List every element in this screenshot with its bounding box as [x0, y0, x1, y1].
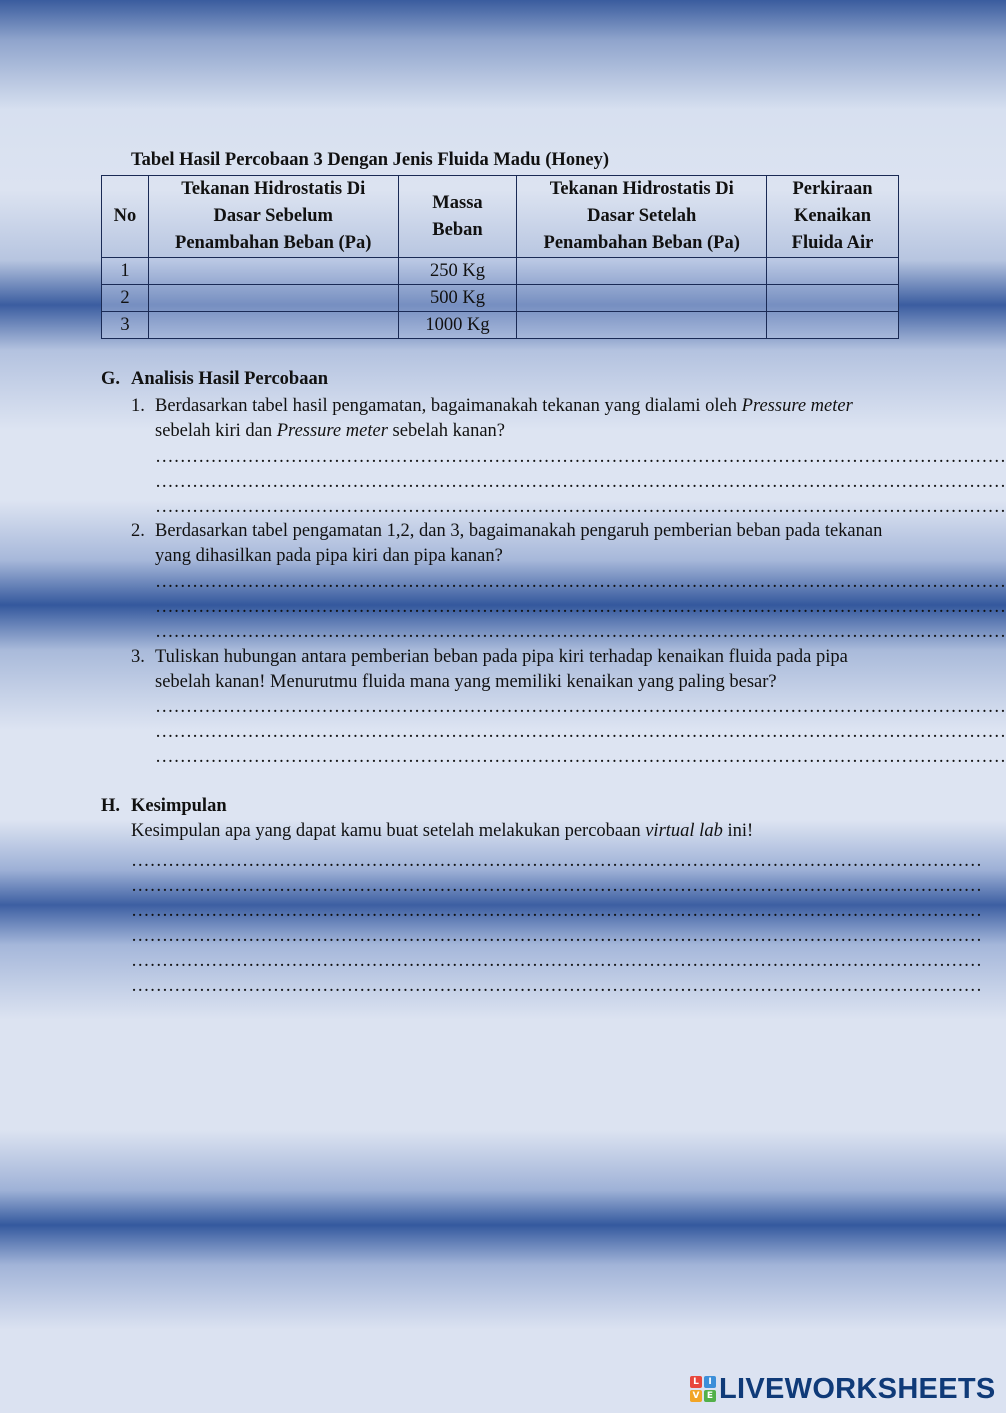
conclusion-prompt: Kesimpulan apa yang dapat kamu buat setelah melakukan percobaan virtual lab ini! — [131, 821, 754, 841]
answer-line[interactable]: ………………………………………………………………………………………………………………………… — [155, 472, 1006, 492]
answer-line[interactable]: ………………………………………………………………………………………………………………………… — [155, 597, 1006, 617]
conclusion-heading — [101, 796, 401, 821]
header-pressure-after: Tekanan Hidrostatis Di Dasar Setelah Penambahan Beban (Pa) — [517, 176, 767, 258]
question-text: Tuliskan hubungan antara pemberian beban pada pipa kiri terhadap kenaikan fluida pada pipa sebelah kanan! Menurutmu fluida mana yang memiliki kenaikan yang paling besar? — [155, 647, 848, 692]
conclusion-letter: H. — [101, 796, 121, 816]
question-2 — [131, 519, 901, 569]
cell-pressure-before-input[interactable] — [148, 258, 398, 285]
brand-name: LIVEWORKSHEETS — [719, 1372, 996, 1405]
liveworksheets-grid-icon — [690, 1376, 716, 1402]
conclusion-line[interactable]: ………………………………………………………………………………………………………………………… — [131, 951, 982, 971]
conclusion-line[interactable]: ………………………………………………………………………………………………………………………… — [131, 851, 982, 871]
logo-letter: V — [690, 1390, 702, 1402]
answer-line[interactable]: ………………………………………………………………………………………………………………………… — [155, 697, 1006, 717]
conclusion-line[interactable]: ………………………………………………………………………………………………………………………… — [131, 876, 982, 896]
answer-line[interactable]: ………………………………………………………………………………………………………………………… — [155, 722, 1006, 742]
conclusion-line[interactable]: ………………………………………………………………………………………………………………………… — [131, 901, 982, 921]
conclusion-line[interactable]: ………………………………………………………………………………………………………………………… — [131, 976, 982, 996]
table-header-row — [102, 176, 899, 258]
conclusion-line[interactable]: ………………………………………………………………………………………………………………………… — [131, 926, 982, 946]
answer-line[interactable]: ………………………………………………………………………………………………………………………… — [155, 497, 1006, 517]
cell-pressure-before-input[interactable] — [148, 285, 398, 312]
analysis-title: Analisis Hasil Percobaan — [131, 369, 329, 389]
cell-mass: 250 Kg — [398, 258, 517, 285]
answer-line[interactable]: ………………………………………………………………………………………………………………………… — [155, 447, 1006, 467]
analysis-heading — [101, 369, 501, 394]
header-fluid-rise: Perkiraan Kenaikan Fluida Air — [767, 176, 899, 258]
header-pressure-before: Tekanan Hidrostatis Di Dasar Sebelum Penambahan Beban (Pa) — [148, 176, 398, 258]
table-row — [102, 258, 899, 285]
question-1 — [131, 394, 901, 444]
logo-letter: I — [704, 1376, 716, 1388]
question-number: 2. — [131, 521, 145, 541]
answer-line[interactable]: ………………………………………………………………………………………………………………………… — [155, 747, 1006, 767]
cell-mass: 1000 Kg — [398, 312, 517, 339]
cell-mass: 500 Kg — [398, 285, 517, 312]
cell-fluid-rise-input[interactable] — [767, 285, 899, 312]
header-load-mass: Massa Beban — [398, 176, 517, 258]
answer-line[interactable]: ………………………………………………………………………………………………………………………… — [155, 622, 1006, 642]
table-row — [102, 285, 899, 312]
cell-pressure-before-input[interactable] — [148, 312, 398, 339]
cell-pressure-after-input[interactable] — [517, 285, 767, 312]
cell-no: 2 — [102, 285, 149, 312]
logo-letter: L — [690, 1376, 702, 1388]
liveworksheets-logo[interactable] — [690, 1373, 996, 1405]
question-3 — [131, 645, 901, 695]
cell-pressure-after-input[interactable] — [517, 258, 767, 285]
logo-letter: E — [704, 1390, 716, 1402]
table-row — [102, 312, 899, 339]
question-text: Berdasarkan tabel hasil pengamatan, bagaimanakah tekanan yang dialami oleh Pressure meter sebelah kiri dan Pressure meter sebelah kanan? — [155, 396, 853, 441]
question-text: Berdasarkan tabel pengamatan 1,2, dan 3, bagaimanakah pengaruh pemberian beban pada tekanan yang dihasilkan pada pipa kiri dan pipa kanan? — [155, 521, 883, 566]
question-number: 3. — [131, 647, 145, 667]
conclusion-title: Kesimpulan — [131, 796, 227, 816]
cell-fluid-rise-input[interactable] — [767, 258, 899, 285]
table-caption: Tabel Hasil Percobaan 3 Dengan Jenis Fluida Madu (Honey) — [131, 150, 609, 170]
cell-fluid-rise-input[interactable] — [767, 312, 899, 339]
results-table — [101, 175, 899, 339]
answer-line[interactable]: ………………………………………………………………………………………………………………………… — [155, 572, 1006, 592]
analysis-letter: G. — [101, 369, 121, 389]
cell-no: 1 — [102, 258, 149, 285]
cell-pressure-after-input[interactable] — [517, 312, 767, 339]
header-no: No — [102, 176, 149, 258]
cell-no: 3 — [102, 312, 149, 339]
question-number: 1. — [131, 396, 145, 416]
